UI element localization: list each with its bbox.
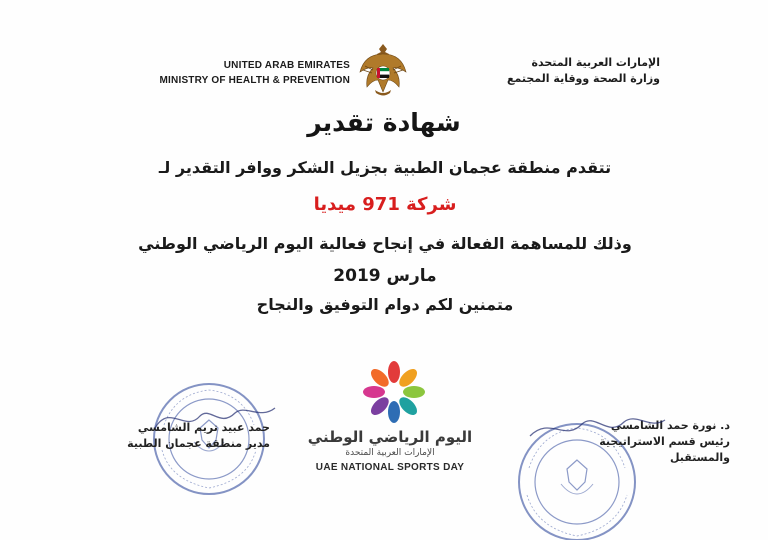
signature-right-icon: [520, 408, 670, 448]
uae-emblem-icon: [357, 40, 409, 98]
certificate-date: مارس 2019: [333, 266, 437, 286]
sports-day-title-ar: اليوم الرياضي الوطني: [307, 428, 473, 446]
contribution-line: وذلك للمساهمة الفعالة في إنجاح فعالية اليوم الرياضي الوطني: [138, 234, 632, 253]
sports-day-subtitle-ar: الإمارات العربية المتحدة: [345, 448, 435, 458]
signatory-left-name: حمد عبيد تريم الشامسي: [137, 421, 270, 434]
certificate-title: شهادة تقدير: [307, 108, 461, 137]
national-sports-day-logo-icon: [356, 358, 432, 426]
closing-wish: متمنين لكم دوام التوفيق والنجاح: [256, 295, 514, 314]
signature-left-icon: [150, 398, 280, 438]
ministry-name-en: MINISTRY OF HEALTH & PREVENTION: [159, 75, 350, 86]
signatory-right-title: رئيس قسم الاستراتيجية والمستقبل: [599, 435, 730, 464]
signatory-right-name: د. نورة حمد الشامسي: [610, 419, 730, 432]
ministry-header-arabic: [410, 55, 660, 87]
ministry-name-ar: وزارة الصحة ووقاية المجتمع: [507, 72, 660, 85]
ministry-header-english: [110, 58, 350, 88]
country-name-en: UNITED ARAB EMIRATES: [223, 60, 350, 71]
signatory-left-title: مدير منطقة عجمان الطبية: [127, 437, 270, 450]
recipient-name: شركة 971 ميديا: [313, 194, 457, 215]
sports-day-title-en: UAE NATIONAL SPORTS DAY: [315, 462, 465, 473]
country-name-ar: الإمارات العربية المتحدة: [531, 56, 660, 69]
appreciation-line: تتقدم منطقة عجمان الطبية بجزيل الشكر ووافر التقدير لـ: [158, 158, 612, 177]
